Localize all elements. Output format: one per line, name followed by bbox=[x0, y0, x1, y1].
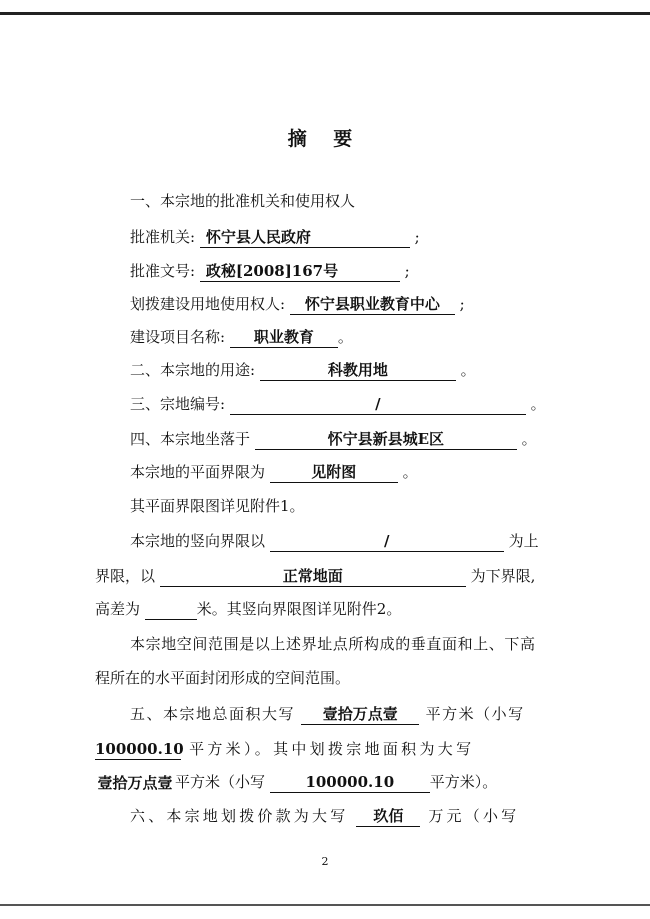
space-range-line-1: 本宗地空间范围是以上述界址点所构成的垂直面和上、下高 bbox=[130, 635, 536, 653]
bottom-border-line bbox=[0, 904, 650, 906]
land-user-label: 划拨建设用地使用权人: bbox=[130, 295, 286, 313]
approval-authority-end: ; bbox=[414, 228, 420, 246]
vertical-lower-value: 正常地面 bbox=[160, 566, 466, 587]
price-value: 玖佰 bbox=[356, 806, 420, 827]
plane-boundary-detail: 其平面界限图详见附件1。 bbox=[130, 497, 305, 515]
project-name-row bbox=[130, 326, 353, 348]
land-user-row bbox=[130, 293, 465, 315]
approval-document-row bbox=[130, 260, 410, 282]
vertical-upper-end: 为上 bbox=[508, 532, 539, 550]
height-diff-value bbox=[145, 619, 197, 620]
approval-authority-label: 批准机关: bbox=[130, 228, 196, 246]
area-label-2: 平方米（小写 bbox=[425, 705, 525, 723]
approval-authority-value: 怀宁县人民政府 bbox=[200, 227, 410, 248]
page-number: 2 bbox=[321, 855, 329, 868]
price-label-1: 六、本宗地划拨价款为大写 bbox=[130, 807, 349, 825]
total-area-big: 壹拾万点壹 bbox=[301, 704, 419, 725]
vertical-lower-end: 为下界限, bbox=[470, 567, 536, 585]
approval-document-end: ; bbox=[404, 262, 410, 280]
location-row bbox=[130, 428, 537, 450]
height-diff-label: 高差为 bbox=[95, 600, 141, 618]
project-name-label: 建设项目名称: bbox=[130, 328, 226, 346]
vertical-boundary-row-2 bbox=[95, 565, 535, 587]
alloc-area-big: 壹拾万点壹 bbox=[97, 774, 173, 792]
land-use-label: 二、本宗地的用途: bbox=[130, 361, 256, 379]
price-row bbox=[130, 805, 519, 827]
area-label-4: 平方米（小写 bbox=[175, 773, 266, 791]
area-label-3: 平方米）。其中划拨宗地面积为大写 bbox=[189, 740, 475, 758]
parcel-number-value: / bbox=[230, 394, 526, 415]
section-1-heading: 一、本宗地的批准机关和使用权人 bbox=[130, 192, 356, 210]
land-use-end: 。 bbox=[460, 361, 476, 379]
vertical-boundary-label: 本宗地的竖向界限以 bbox=[130, 532, 266, 550]
approval-authority-row bbox=[130, 226, 420, 248]
land-user-end: ; bbox=[459, 295, 465, 313]
area-row-1 bbox=[130, 703, 525, 725]
plane-boundary-row bbox=[130, 461, 418, 483]
location-end: 。 bbox=[521, 430, 537, 448]
page-title: 摘 要 bbox=[287, 128, 363, 150]
area-label-1: 五、本宗地总面积大写 bbox=[130, 705, 296, 723]
plane-boundary-label: 本宗地的平面界限为 bbox=[130, 463, 266, 481]
vertical-upper-value: / bbox=[270, 531, 504, 552]
area-label-5: 平方米）。 bbox=[429, 773, 498, 791]
land-use-row bbox=[130, 359, 476, 381]
vertical-boundary-row-1 bbox=[130, 530, 539, 552]
project-name-value: 职业教育 bbox=[230, 327, 338, 348]
total-area-small: 100000.10 bbox=[95, 740, 184, 758]
land-user-value: 怀宁县职业教育中心 bbox=[290, 294, 455, 315]
space-range-line-2: 程所在的水平面封闭形成的空间范围。 bbox=[95, 669, 351, 687]
top-border-line bbox=[0, 12, 650, 15]
location-value: 怀宁县新县城E区 bbox=[255, 429, 517, 450]
parcel-number-label: 三、宗地编号: bbox=[130, 395, 226, 413]
vertical-lower-label: 界限，以 bbox=[95, 567, 156, 585]
parcel-number-end: 。 bbox=[530, 395, 546, 413]
plane-boundary-end: 。 bbox=[402, 463, 418, 481]
parcel-number-row bbox=[130, 393, 546, 415]
approval-document-value: 政秘[2008]167号 bbox=[200, 261, 400, 282]
approval-document-label: 批准文号: bbox=[130, 262, 196, 280]
area-row-3 bbox=[95, 771, 497, 793]
vertical-boundary-row-3 bbox=[95, 598, 401, 620]
area-row-2 bbox=[95, 738, 474, 760]
land-use-value: 科教用地 bbox=[260, 360, 456, 381]
plane-boundary-value: 见附图 bbox=[270, 462, 398, 483]
alloc-area-small: 100000.10 bbox=[270, 772, 430, 793]
height-diff-end: 米。其竖向界限图详见附件2。 bbox=[196, 600, 402, 618]
location-label: 四、本宗地坐落于 bbox=[130, 430, 251, 448]
price-label-2: 万元（小写 bbox=[428, 807, 520, 825]
project-name-end: 。 bbox=[337, 328, 353, 346]
